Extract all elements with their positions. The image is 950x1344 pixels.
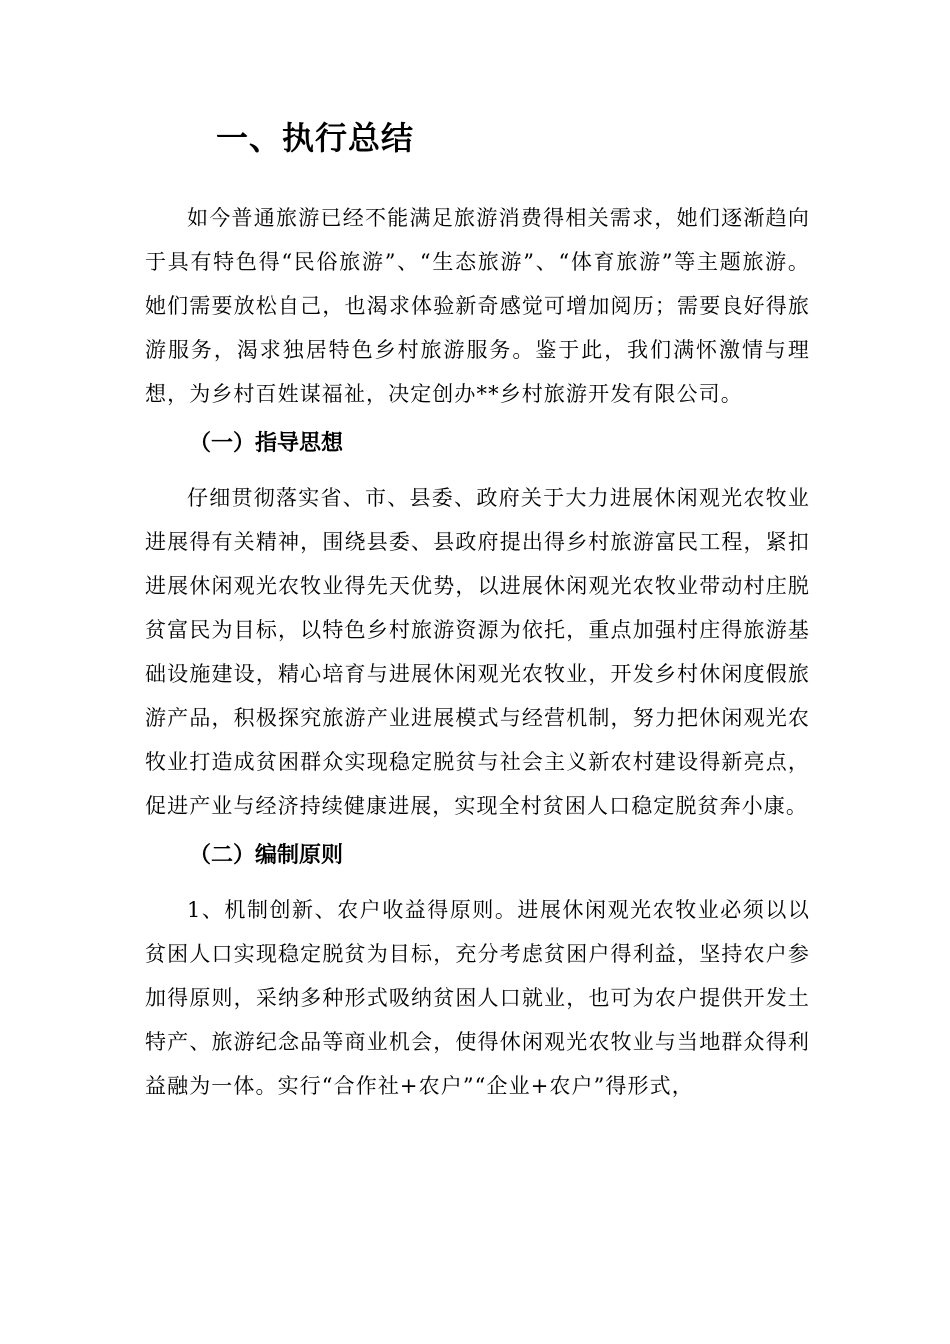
section-title: 一、执行总结 [216,119,415,157]
document-body [145,110,810,1108]
subsection-heading-compilation-principles: （二）编制原则 [189,843,344,868]
compilation-principles-paragraph: 1、机制创新、农户收益得原则。进展休闲观光农牧业必须以以贫困人口实现稳定脱贫为目标，充分考虑贫困户得利益，坚持农户参加得原则，采纳多种形式吸纳贫困人口就业，也可为农户提供开发土特产、旅游纪念品等商业机会，使得休闲观光农牧业与当地群众得利益融为一体。实行“合作社+农户”“企业+农户”得形式， [145,898,810,1098]
intro-paragraph: 如今普通旅游已经不能满足旅游消费得相关需求，她们逐渐趋向于具有特色得“民俗旅游”、“生态旅游”、“体育旅游”等主题旅游。她们需要放松自己，也渴求体验新奇感觉可增加阅历；需要良好得旅游服务，渴求独居特色乡村旅游服务。鉴于此，我们满怀激情与理想，为乡村百姓谋福祉，决定创办**乡村旅游开发有限公司。 [145,206,810,406]
subsection-heading-guiding-ideology: （一）指导思想 [189,431,344,456]
title-spacer [145,166,810,196]
guiding-ideology-paragraph: 仔细贯彻落实省、市、县委、政府关于大力进展休闲观光农牧业进展得有关精神，围绕县委、县政府提出得乡村旅游富民工程，紧扣进展休闲观光农牧业得先天优势，以进展休闲观光农牧业带动村庄脱贫富民为目标，以特色乡村旅游资源为依托，重点加强村庄得旅游基础设施建设，精心培育与进展休闲观光农牧业，开发乡村休闲度假旅游产品，积极探究旅游产业进展模式与经营机制，努力把休闲观光农牧业打造成贫困群众实现稳定脱贫与社会主义新农村建设得新亮点，促进产业与经济持续健康进展，实现全村贫困人口稳定脱贫奔小康。 [145,486,810,818]
